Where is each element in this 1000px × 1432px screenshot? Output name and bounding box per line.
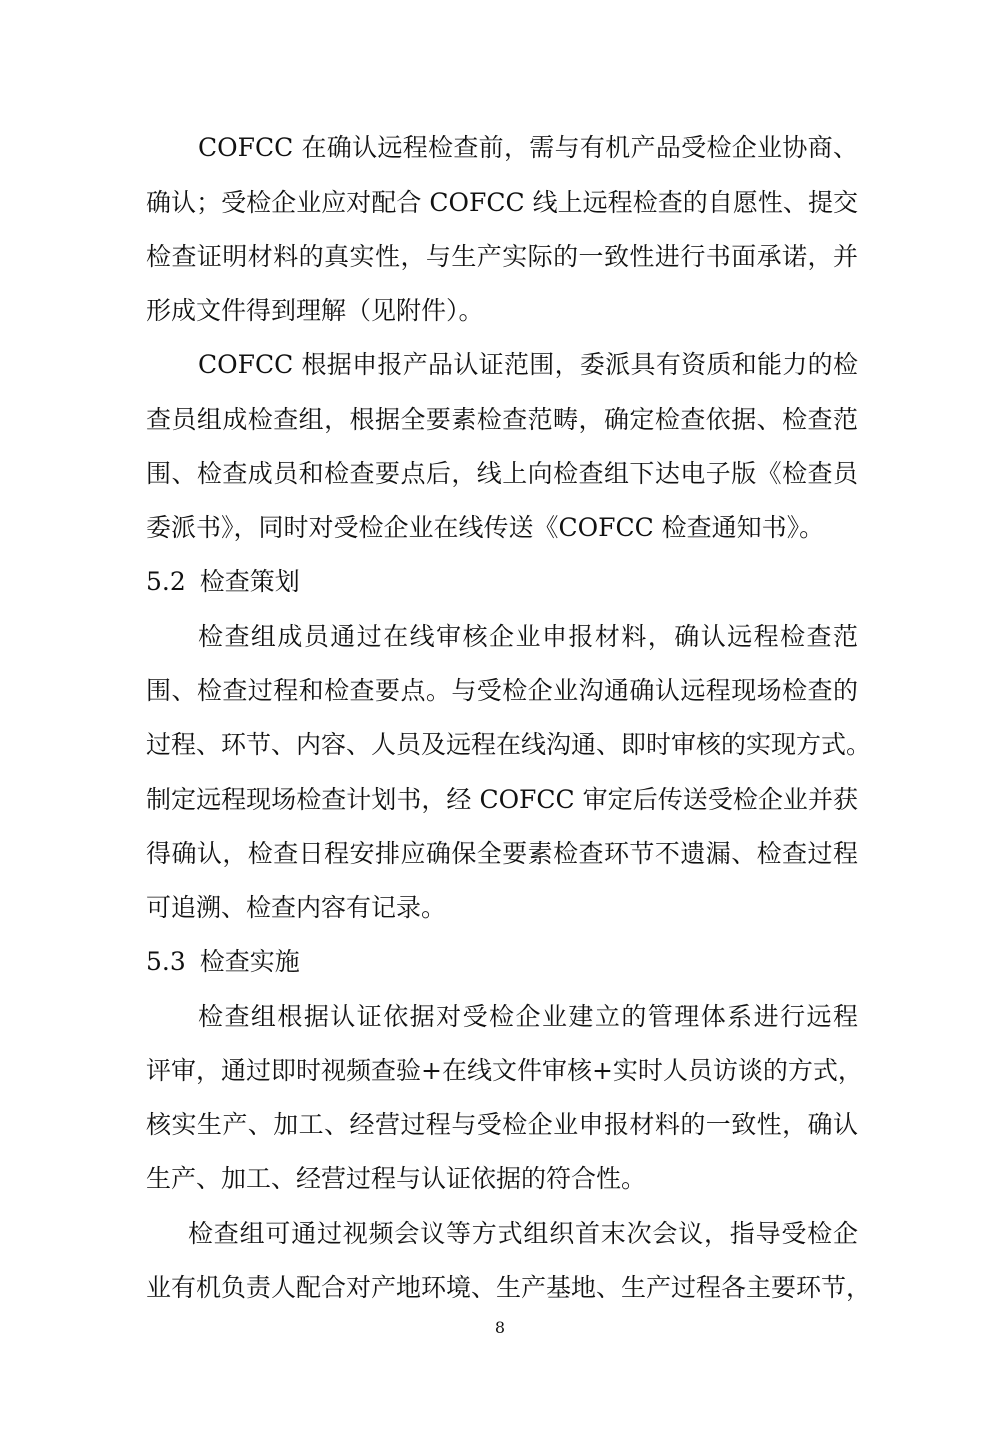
paragraph-line: 查员组成检查组，根据全要素检查范畴，确定检查依据、检查范 (146, 405, 858, 434)
paragraph-line: COFCC 根据申报产品认证范围，委派具有资质和能力的检 (198, 350, 858, 379)
paragraph-line: 过程、环节、内容、人员及远程在线沟通、即时审核的实现方式。 (146, 730, 872, 759)
paragraph-line: 委派书》，同时对受检企业在线传送《COFCC 检查通知书》。 (146, 513, 825, 542)
page-number: 8 (494, 1318, 506, 1337)
section-number: 5.3 (146, 947, 186, 976)
paragraph-line: 核实生产、加工、经营过程与受检企业申报材料的一致性，确认 (146, 1110, 858, 1139)
section-title: 检查策划 (199, 567, 300, 596)
paragraph-line: 确认；受检企业应对配合 COFCC 线上远程检查的自愿性、提交 (146, 188, 858, 217)
paragraph-line: 检查证明材料的真实性，与生产实际的一致性进行书面承诺，并 (146, 242, 858, 271)
paragraph-line: 检查组成员通过在线审核企业申报材料，确认远程检查范 (198, 622, 858, 651)
paragraph-line: 生产、加工、经营过程与认证依据的符合性。 (146, 1164, 647, 1193)
paragraph-line: COFCC 在确认远程检查前，需与有机产品受检企业协商、 (198, 133, 858, 162)
paragraph-line: 评审，通过即时视频查验+在线文件审核+实时人员访谈的方式， (146, 1056, 863, 1085)
section-heading-5-2 (146, 562, 300, 602)
paragraph-line: 围、检查过程和检查要点。与受检企业沟通确认远程现场检查的 (146, 676, 858, 705)
paragraph-line: 检查组可通过视频会议等方式组织首末次会议，指导受检企 (188, 1219, 858, 1248)
paragraph-line: 检查组根据认证依据对受检企业建立的管理体系进行远程 (198, 1002, 858, 1031)
paragraph-line: 业有机负责人配合对产地环境、生产基地、生产过程各主要环节， (146, 1273, 872, 1302)
paragraph-line: 得确认，检查日程安排应确保全要素检查环节不遗漏、检查过程 (146, 839, 858, 868)
paragraph-line: 形成文件得到理解（见附件）。 (146, 296, 484, 325)
section-heading-5-3 (146, 942, 300, 982)
paragraph-line: 围、检查成员和检查要点后，线上向检查组下达电子版《检查员 (146, 459, 858, 488)
section-title: 检查实施 (199, 947, 300, 976)
paragraph-line: 可追溯、检查内容有记录。 (146, 893, 447, 922)
section-number: 5.2 (146, 567, 186, 596)
paragraph-line: 制定远程现场检查计划书，经 COFCC 审定后传送受检企业并获 (146, 785, 858, 814)
